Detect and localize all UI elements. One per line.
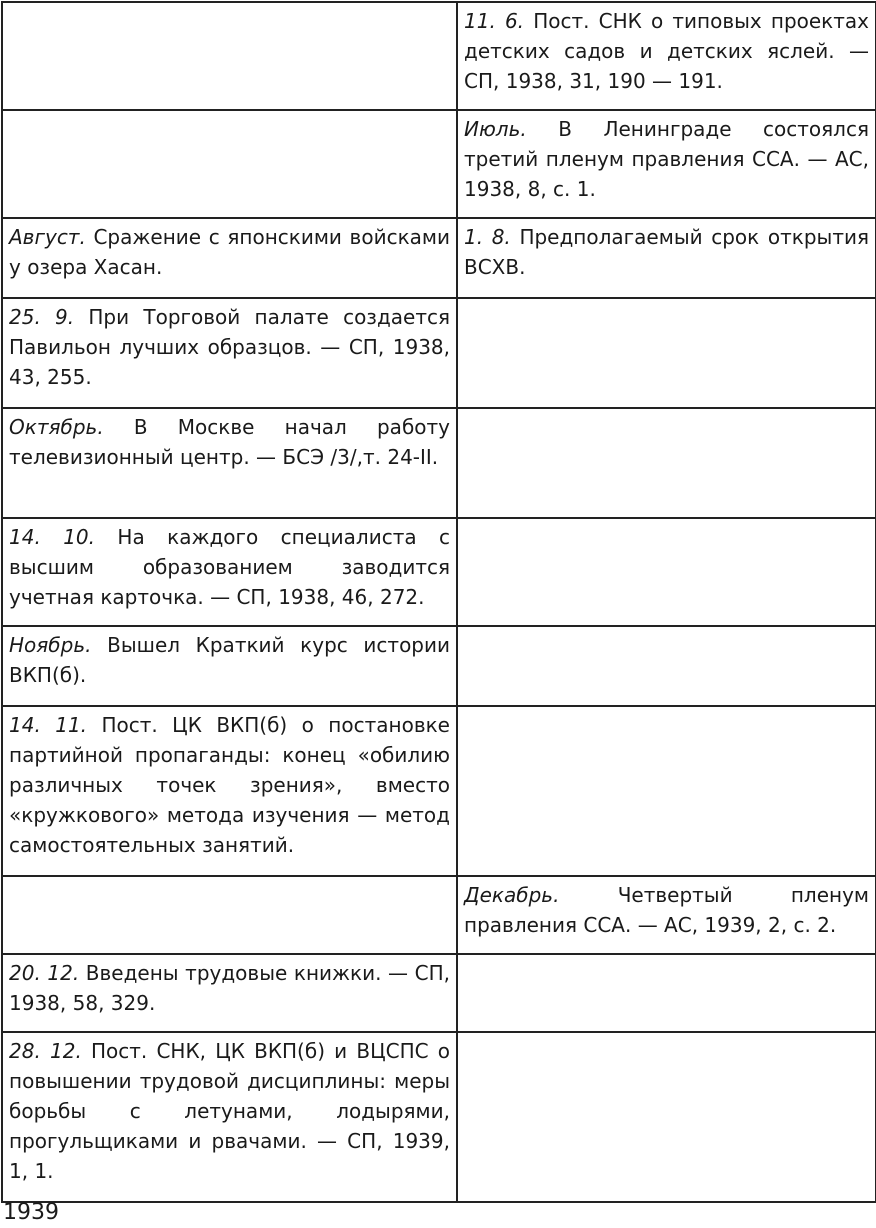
left-cell	[2, 1032, 457, 1202]
table-row	[2, 1032, 876, 1202]
left-cell	[2, 954, 457, 1032]
right-cell	[457, 518, 876, 626]
entry-date: 20. 12.	[9, 961, 80, 985]
right-cell	[457, 2, 876, 110]
right-cell	[457, 218, 876, 298]
table-row	[2, 298, 876, 408]
left-cell	[2, 626, 457, 706]
entry-text: Предполагаемый срок открытия ВСХВ.	[464, 225, 869, 279]
entry-text: На каждого специалиста с высшим образованием заводится учетная карточка. — СП, 1938, 46, 272.	[9, 525, 450, 609]
right-cell	[457, 954, 876, 1032]
entry-date: Август.	[9, 225, 86, 249]
right-cell	[457, 876, 876, 954]
table-row	[2, 706, 876, 876]
right-cell	[457, 706, 876, 876]
left-cell	[2, 876, 457, 954]
entry-text: Четвертый пленум правления ССА. — АС, 1939, 2, с. 2.	[464, 883, 869, 937]
entry-text: Пост. ЦК ВКП(б) о постановке партийной пропаганды: конец «обилию различных точек зрения», вместо «кружкового» метода изучения — метод самостоятельных занятий.	[9, 713, 450, 857]
entry-date: 14. 10.	[9, 525, 96, 549]
entry-text: При Торговой палате создается Павильон лучших образцов. — СП, 1938, 43, 255.	[9, 305, 451, 389]
left-cell	[2, 298, 457, 408]
entry-text: Сражение с японскими войсками у озера Хасан.	[9, 225, 450, 279]
entry-date: 11. 6.	[464, 9, 525, 33]
table-row	[2, 954, 876, 1032]
right-cell	[457, 408, 876, 518]
entry-text: Пост. СНК, ЦК ВКП(б) и ВЦСПС о повышении трудовой дисциплины: меры борьбы с летунами, лодырями, прогульщиками и рвачами. — СП, 1939, 1, 1.	[9, 1039, 450, 1183]
table-row	[2, 876, 876, 954]
left-cell	[2, 110, 457, 218]
table-row	[2, 110, 876, 218]
entry-date: 25. 9.	[9, 305, 75, 329]
table-row	[2, 518, 876, 626]
entry-text: Введены трудовые книжки. — СП, 1938, 58, 329.	[9, 961, 450, 1015]
year-heading: 1939	[3, 1200, 59, 1225]
table-row	[2, 626, 876, 706]
entry-text: Пост. СНК о типовых проектах детских садов и детских яслей. — СП, 1938, 31, 190 — 191.	[464, 9, 870, 93]
right-cell	[457, 1032, 876, 1202]
entry-text: В Москве начал работу телевизионный центр. — БСЭ /3/,т. 24-II.	[9, 415, 450, 469]
table-row	[2, 408, 876, 518]
entry-date: Октябрь.	[9, 415, 104, 439]
left-cell	[2, 518, 457, 626]
entry-date: 28. 12.	[9, 1039, 82, 1063]
table-row	[2, 218, 876, 298]
left-cell	[2, 2, 457, 110]
left-cell	[2, 218, 457, 298]
entry-text: Вышел Краткий курс истории ВКП(б).	[9, 633, 450, 687]
entry-date: Декабрь.	[464, 883, 560, 907]
entry-date: Ноябрь.	[9, 633, 92, 657]
entry-date: 14. 11.	[9, 713, 88, 737]
right-cell	[457, 298, 876, 408]
table-row	[2, 2, 876, 110]
left-cell	[2, 408, 457, 518]
right-cell	[457, 110, 876, 218]
entry-text: В Ленинграде состоялся третий пленум правления ССА. — АС, 1938, 8, с. 1.	[464, 117, 869, 201]
chronology-table	[1, 1, 876, 1203]
right-cell	[457, 626, 876, 706]
entry-date: 1. 8.	[464, 225, 511, 249]
left-cell	[2, 706, 457, 876]
entry-date: Июль.	[464, 117, 527, 141]
